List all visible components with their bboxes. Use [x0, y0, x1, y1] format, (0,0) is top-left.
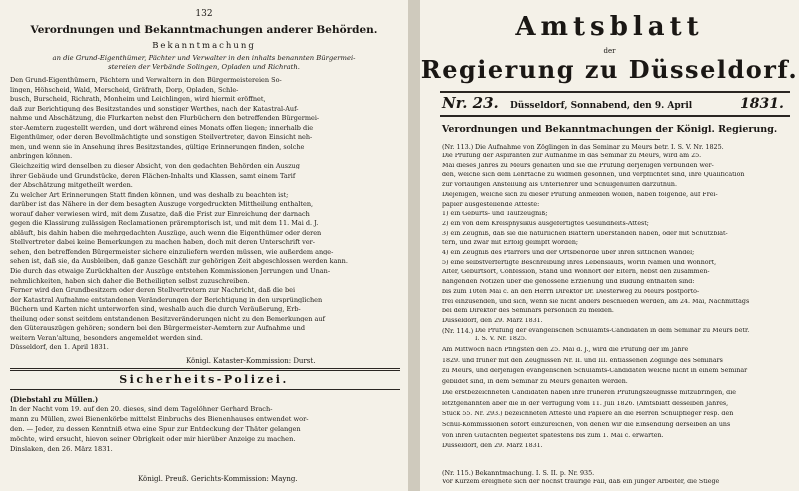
notice-114-label: (Nr. 114.) [442, 327, 474, 335]
body-line: Düsseldorf, den 1. April 1831. [10, 344, 109, 351]
body-line: ster-Aemtern zugestellt werden, und dort während eines Monats offen liegen; innerhalb die [10, 124, 314, 132]
notice-114-line: Stück 55. Nr. 293.) bezeichneten Atteste und Papiere an die Herren Schulpfleger resp. den [442, 411, 734, 418]
body-line: worauf daher verwiesen wird, mit dem Zusatze, daß die Frist zur Einreichung der darnach [10, 210, 310, 218]
notice-113-line: Alter, Geburtsort, Confession, Stand und Wohnort der Eltern, nebst den zusammen- [442, 269, 710, 276]
body-line: Gleichzeitig wird denselben zu dieser Absicht, von den gedachten Behörden ein Auszug [10, 162, 300, 170]
notice-113-line: hangenden Notizen über die genossene Erziehung und Bildung enthalten sind: [442, 279, 695, 286]
body-line: lingen, Höhscheid, Wald, Merscheid, Gräfrath, Dorp, Opladen, Schle- [10, 86, 239, 94]
notice-113-line: bei dem Direktor des Seminars persönlich zu melden. [442, 308, 614, 315]
police-line: mann zu Müllen, zwei Bienenkörbe mittelst Einbruchs des Bienenhauses entwendet wor- [10, 416, 309, 423]
notice-113-line: bis zum 10ten Mai c. an den Herrn Direktor Dr. Diesterweg zu Meurs postporto- [442, 288, 700, 295]
notice-113-line: Diejenigen, welche sich zu dieser Prüfung anmelden wollen, haben folgende, auf Frei- [442, 191, 718, 198]
notice-113-line: frei einzusenden, und sich, wenn sie nicht anders beschieden werden, am 24. Mai, Nachmittags [442, 298, 750, 305]
book-gutter [408, 0, 420, 491]
body-line: Die durch das etwaige Zurückhalten der Auszüge entstehen Kommissionen Jerrungen und Unan- [10, 268, 331, 275]
body-line: sehen, den betreffenden Bürgermeister sichere einzuliefern werden müssen, wie außerdem ange- [10, 248, 334, 256]
notice-114-line: Düsseldorf, den 29. März 1831. [442, 443, 543, 450]
masthead-regierung: Regierung zu Düsseldorf. [420, 55, 799, 84]
notice-113-line: Düsseldorf, den 29. März 1831. [442, 317, 543, 324]
court-signature: Königl. Preuß. Gerichts-Kommission: Mayng. [138, 475, 298, 483]
body-line: der Katastral Aufnahme entstandenen Veränderungen der Berichtigung in den ursprünglichen [10, 296, 323, 304]
notice-113-line: 3) ein Zeugniß, daß sie die natürlichen Blattern überstanden haben, oder mit Schutzblat- [442, 230, 728, 237]
police-line: den. — Jeder, zu dessen Kenntniß etwa eine Spur zur Entdeckung der Thäter gelangen [10, 426, 301, 433]
notice-114-line: Schul-Kommissionen sofort einzureichen, von denen wir die Einsendung derselben an uns [442, 421, 731, 428]
subtitle-line: stereien der Verbände Solingen, Opladen und Richrath. [108, 64, 300, 71]
notice-113-label: (Nr. 113.) [442, 143, 474, 151]
police-line: möchte, wird ersucht, hievon seiner Obrigkeit oder mir hierüber Anzeige zu machen. [10, 436, 296, 443]
notice-113-line: 2) ein von dem Kreisphysikus ausgefertigtes Gesundheits-Attest; [442, 220, 649, 227]
body-line: daß zur Berichtigung des Besitzstandes und sonstiger Werthes, nach der Katastral-Auf- [10, 105, 299, 113]
notice-113-line: Mai dieses Jahres zu Meurs gehalten und sie die Prüfung derjenigen verbunden wer- [442, 162, 714, 169]
body-line: men, und wenn sie in Ansehung ihres Besitzstandes, gültige Erinnerungen finden, solche [10, 143, 305, 151]
masthead-der: der [603, 47, 616, 55]
cadastre-signature: Königl. Kataster-Kommission: Durst. [186, 357, 316, 365]
body-line: ihrer Gebäude und Grundstücke, deren Flächen-Inhalts und Klassen, samt einem Tarif [10, 172, 296, 179]
body-line: Büchern und Karten nicht unterworfen sind, weshalb auch die durch Veräußerung, Erb- [10, 306, 301, 313]
body-line: busch, Burscheid, Richrath, Monheim und Leichlingen, wird hiermit eröffnet, [10, 96, 266, 103]
notice-113-title: Die Aufnahme von Zöglingen in das Seminar zu Meurs betr. I. S. V. Nr. 1825. [475, 143, 724, 151]
notice-115-title: Bekanntmachung. I. S. II. p. Nr. 935. [475, 469, 595, 477]
body-line: Stellvertreter dabei keine Bemerkungen zu machen haben, doch mit deren Unterschrift ver- [10, 239, 315, 246]
body-line: abläuft, bis dahin haben die mehrgedachten Auszüge, auch wenn die Eigenthümer oder deren [10, 229, 322, 237]
body-line: gegen die Klassirung zulässigen Reclamationen präremptorisch ist, und mit dem 11. Mai d. J. [10, 220, 319, 227]
page-number: 132 [195, 9, 213, 19]
body-line: den Güterauszügen gehören; sondern bei den Bürgermeister-Aemtern zur Aufnahme und [10, 325, 306, 332]
body-line: sehen ist, daß sie, da Ausbleiben, daß ganze Geschäft zur gehörigen Zeit abgeschlossen werden kann. [10, 258, 348, 265]
notice-114-line: Die erstbezeichneten Candidaten haben ihre früheren Prüfungszeugnisse mitzubringen, die [442, 389, 736, 396]
section-underline [560, 139, 660, 140]
notice-114-line: von ihren Gutachten begleitet spätestens bis zum 1. Mai c. erwarten. [442, 432, 664, 439]
notice-114-line: zu Meurs, und derjenigen evangelischen Schulamts-Candidaten welche nicht in einem Seminar [442, 368, 748, 375]
notice-113-line: Die Prüfung der Aspiranten zur Aufnahme in das Seminar zu Meurs, wird am 25. [442, 153, 702, 159]
body-line: Den Grund-Eigenthümern, Pächtern und Verwaltern in den Bürgermeistereien So- [10, 77, 282, 84]
notice-113-line: tern, und zwar mit Erfolg geimpft worden; [442, 240, 578, 247]
notice-114-title-line: I. S. V. Nr. 1825. [475, 336, 527, 342]
body-line: Eigenthümer, oder deren Bevollmächtigte und sonstigen Steilvertreter, davon Einsicht neh- [10, 134, 313, 141]
notice-113-line: 5) eine selbstverfertigte Beschreibung ihres Lebenslaufs, worin Namen und Wohnort, [442, 259, 717, 266]
body-line: nahme und Abschätzung, die Flurkarten nebst den Flurbüchern den betreffenden Bürgermei- [10, 115, 320, 122]
notice-114-title-line: Die Prüfung der evangelischen Schulamts-Candidaten in dem Seminar zu Meurs betr. [475, 328, 750, 334]
body-line: theilung oder sonst seitdem entstandenen Besitzveränderungen nicht zu den Bemerkungen auf [10, 315, 325, 323]
left-section-heading: Verordnungen und Bekanntmachungen anderer Behörden. [30, 24, 378, 36]
issue-number: Nr. 23. [442, 94, 499, 112]
body-line: anbringen können. [10, 153, 73, 160]
left-divider-1 [10, 368, 400, 369]
right-section-heading: Verordnungen und Bekanntmachungen der Königl. Regierung. [441, 124, 778, 135]
left-divider-3 [10, 389, 400, 390]
notice-113-line: 4) ein Zeugniß des Pfarrers und der Ortsbehörde über ihren sittlichen Wandel; [442, 250, 695, 256]
right-page [420, 0, 799, 491]
masthead-rule-bottom [440, 115, 790, 117]
notice-114-line: gebildet sind, in dem Seminar zu Meurs gehalten werden. [442, 379, 628, 386]
subtitle-line: an die Grund-Eigenthümer, Pächter und Verwalter in den inhalts benannten Bürgermei- [52, 55, 356, 62]
body-line: darüber ist das Nähere in der dem besagten Auszuge vorgedruckten Mittheilung enthalten, [10, 201, 314, 208]
body-line: nehmlichkeiten, haben sich daher die Betheiligten selbst zuzuschreiben. [10, 277, 250, 285]
notice-113-line: den, welche sich dem Lehrfache zu widmen gesonnen, und verpflichtet sind, ihre Qualification [442, 172, 745, 179]
notice-115-label: (Nr. 115.) [442, 469, 474, 477]
police-line: In der Nacht vom 19. auf den 20. dieses, sind dem Tagelöhner Gerhard Brach- [10, 406, 273, 413]
police-subheading: (Diebstahl zu Müllen.) [10, 395, 99, 404]
body-line: Ferner wird den Grundbesitzern oder deren Stellvertretern zur Nachricht, daß die bei [10, 287, 296, 294]
notice-113-line: papier ausgestellende Atteste: [442, 201, 540, 208]
masthead-amtsblatt: Amtsblatt [515, 12, 704, 42]
notice-114-line: letztgenannten aber die in der Verfügung vom 11. Juli 1826. (Amtsblatt desselben Jahres, [442, 400, 729, 407]
notice-115-line: Vor Kurzem ereignete sich der höchst traurige Fall, daß ein junger Arbeiter, die Stiege [442, 479, 720, 485]
notice-113-line: 1) ein Geburts- und Taufzeugniß; [442, 211, 548, 218]
police-line: Dinslaken, den 26. März 1831. [10, 446, 113, 453]
notice-114-line: Am Mittwoch nach Pfingsten den 25. Mai d. J., wird die Prüfung der im Jahre [442, 347, 689, 353]
left-divider-2 [10, 370, 400, 371]
body-line: der Abschätzung mitgetheilt werden. [10, 182, 133, 189]
issue-year: 1831. [740, 96, 784, 112]
masthead-rule-top [440, 91, 790, 93]
notice-114-line: 1829. und früher mit den Zeugnissen Nr. II. und III. entlassenen Zöglinge des Seminars [442, 357, 723, 364]
notice-113-line: zur vorläufigen Anstellung als Unterlehrer und Schulgehülfen darzuthun. [442, 182, 677, 189]
police-heading: Sicherheits-Polizei. [119, 373, 289, 386]
body-line: Zu welcher Art Erinnerungen Statt finden können, und was deshalb zu beachten ist; [10, 191, 289, 199]
issue-date-line: Düsseldorf, Sonnabend, den 9. April [510, 101, 693, 111]
announcement-title: Bekanntmachung [152, 41, 256, 51]
body-line: weitern Veran'altung, besonders angemeldet werden sind. [10, 334, 203, 342]
